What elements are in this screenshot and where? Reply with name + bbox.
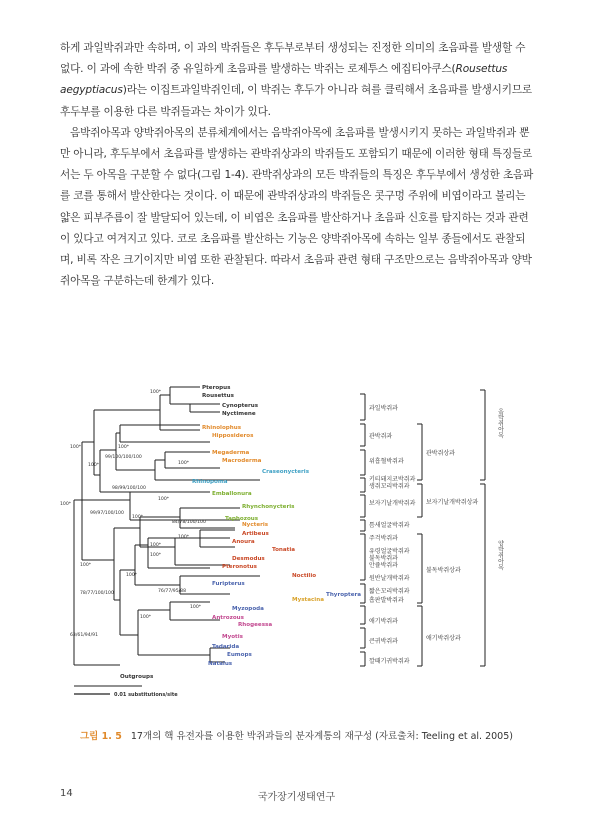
svg-text:63/61/94/91: 63/61/94/91 [70,633,99,638]
svg-text:100*: 100* [190,605,202,610]
svg-text:Pteropus: Pteropus [202,385,231,391]
figure-caption [80,728,513,742]
family-label: 과일박쥐과 [369,405,398,412]
family-label: 키티돼지코박쥐과 [369,476,416,483]
page-number: 14 [60,788,73,799]
taxon-labels [120,385,361,680]
phylogenetic-tree-figure [60,380,540,710]
svg-text:Rhogeessa: Rhogeessa [238,622,273,628]
svg-text:100*: 100* [140,615,152,620]
paragraph-1: 하게 과일박쥐과만 속하며, 이 과의 박쥐들은 후두부로부터 생성되는 진정한 의미의 초음파를 발생할 수 없다. 이 과에 속한 박쥐 중 유일하게 초음파를 발생하는 박쥐는 로제투스 에집티아쿠스(Rousettus aegyptiacus)라는 이집트과일박쥐인데, 이 박쥐는 후두가 아니라 혀를 클릭해서 초음파를 발생시키므로 후두부를 이용한 다른 박쥐들과는 차이가 있다. [60,42,532,118]
caption-text: 17개의 핵 유전자를 이용한 박쥐과들의 분자계통의 재구성 (자료출처: Teeling et al. 2005) [130,731,513,742]
superfamily-labels [426,449,478,642]
svg-text:100*: 100* [88,463,100,468]
family-label: 틈새얼굴박쥐과 [369,522,410,529]
family-label: 주걱박쥐과 [369,535,398,542]
svg-text:99/97/100/100: 99/97/100/100 [90,511,124,516]
svg-text:Cynopterus: Cynopterus [222,403,259,409]
svg-text:Craseonycteris: Craseonycteris [262,469,310,475]
family-label: 유령얼굴박쥐과 [369,548,410,555]
svg-text:Myzopoda: Myzopoda [232,606,264,612]
svg-text:Mystacina: Mystacina [292,597,324,603]
svg-text:Megaderma: Megaderma [212,450,250,456]
svg-text:Hipposideros: Hipposideros [212,433,254,439]
svg-text:100*: 100* [150,543,162,548]
family-label: 안쥴박쥐과 [369,562,398,569]
svg-text:Noctilio: Noctilio [292,573,317,579]
svg-text:100*: 100* [80,563,92,568]
family-label: 생쥐꼬리박쥐과 [369,483,410,490]
family-label: 짧은꼬리박쥐과 [369,588,410,595]
svg-text:100*: 100* [60,502,72,507]
family-label: 불독박쥐과 [369,555,398,562]
family-label: 큰귀박쥐과 [369,638,398,645]
svg-text:Furipterus: Furipterus [212,581,245,587]
scale-bar [74,692,178,698]
superfamily-label: 애기박쥐상과 [426,635,461,642]
svg-text:Nycteris: Nycteris [242,522,269,528]
svg-text:Antrozous: Antrozous [212,615,244,621]
svg-text:Emballonura: Emballonura [212,491,252,497]
svg-text:99/100/100/100: 99/100/100/100 [105,455,142,460]
svg-text:100*: 100* [126,573,138,578]
family-label: 위흡혈박쥐과 [369,458,404,465]
caption-label: 그림 1. 5 [80,731,122,742]
paragraph-2: 음박쥐아목과 양박쥐아목의 분류체계에서는 음박쥐아목에 초음파를 발생시키지 못하는 과일박쥐과 뿐만 아니라, 후두부에서 초음파를 발생하는 관박쥐상과의 박쥐들도 포함되기 때문에 이러한 형태 특징들로서는 두 아목을 구분할 수 없다(그림 1-4). 관박쥐상과의 모든 박쥐들의 특징은 후두부에서 생성한 초음파를 코를 통해서 발산한다는 것이다. 이 때문에 관박쥐상과의 박쥐들은 콧구멍 주위에 비엽이라고 불리는 얇은 피부주름이 잘 발달되어 있는데, 이 비엽은 초음파를 발산하거나 초음파 신호를 탐지하는 것과 관련이 있다고 여겨지고 있다. 코로 초음파를 발산하는 기능은 양박쥐아목에 속하는 일부 종들에서도 관찰되며, 비록 작은 크기이지만 비엽 또한 관찰된다. 따라서 초음파 관련 형태 구조만으로는 음박쥐아목과 양박쥐아목을 구분하는데 한계가 있다. [60,126,534,288]
svg-text:Rhinopoma: Rhinopoma [192,479,228,485]
svg-text:Artibeus: Artibeus [242,531,269,537]
svg-text:100*: 100* [118,445,130,450]
svg-text:Tonatia: Tonatia [272,547,296,553]
svg-text:Thyroptera: Thyroptera [326,592,362,598]
svg-text:84/78/100/100: 84/78/100/100 [172,520,206,525]
suborder-labels [497,408,504,571]
svg-text:Tadarida: Tadarida [212,644,240,650]
svg-text:Rousettus: Rousettus [202,393,234,399]
svg-text:Pteronotus: Pteronotus [222,564,257,570]
suborder-bottom-label: 양박쥐아목 [496,540,504,570]
svg-text:Anoura: Anoura [232,539,255,545]
svg-text:0.01 substitutions/site: 0.01 substitutions/site [114,692,178,698]
svg-text:Taphozous: Taphozous [225,516,259,522]
svg-text:Rhynchonycteris: Rhynchonycteris [242,504,295,510]
svg-text:100*: 100* [70,445,82,450]
family-label: 애기박쥐과 [369,618,398,625]
svg-text:100*: 100* [178,461,190,466]
family-label: 흡판발박쥐과 [369,597,404,604]
family-labels [369,404,416,665]
suborder-top-label: 음박쥐아목 [496,408,504,438]
superfamily-label: 관박쥐상과 [426,450,455,457]
svg-text:76/77/95/88: 76/77/95/88 [158,589,187,594]
superfamily-label: 보자기날개박쥐상과 [426,499,479,506]
svg-text:Desmodus: Desmodus [232,556,265,562]
superfamily-label: 불독박쥐상과 [426,567,461,574]
svg-text:100*: 100* [132,515,144,520]
svg-text:Nyctimene: Nyctimene [222,411,256,417]
tree-branches [74,387,260,686]
running-footer-title: 국가장기생태연구 [257,792,336,803]
svg-text:100*: 100* [150,553,162,558]
svg-text:Outgroups: Outgroups [120,674,154,680]
family-label: 관박쥐과 [369,433,393,440]
family-label: 원반날개박쥐과 [369,575,410,582]
svg-text:Natalus: Natalus [208,661,233,667]
family-label: 깔때기귀박쥐과 [369,658,410,665]
svg-text:Eumops: Eumops [227,652,252,658]
svg-text:98/99/100/100: 98/99/100/100 [112,486,146,491]
svg-text:Rhinolophus: Rhinolophus [202,425,242,431]
svg-text:100*: 100* [178,535,190,540]
svg-text:Macroderma: Macroderma [222,458,262,464]
svg-text:100*: 100* [150,390,162,395]
body-text [60,38,535,292]
family-label: 보자기날개박쥐과 [369,500,416,507]
svg-text:78/77/100/100: 78/77/100/100 [80,591,114,596]
svg-text:100*: 100* [158,497,170,502]
svg-text:Myotis: Myotis [222,634,243,640]
